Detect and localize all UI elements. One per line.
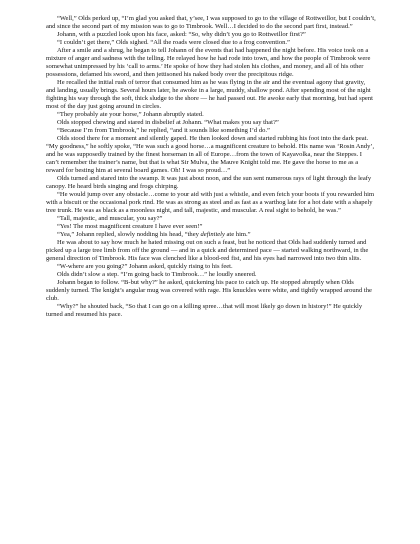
paragraph-12: “Tall, majestic, and muscular, you say?” [57,215,163,222]
paragraph-1: “Well,” Olds perked up, “I’m glad you asked that, y’see, I was supposed to go to the village of Rottweillor, but I couldn’t, and since the second part of my mission was to go to Timbrook. Well…I decided to do the second part first, instead.” [46,15,376,30]
paragraph-14 [46,231,376,239]
paragraph-9: Olds stood there for a moment and silently gaped. He then looked down and started rubbing his foot into the dark peat. “My goodness,” he softly spoke, “He was such a good horse…a magnificent creature to behold. His name was ‘Rosin Andy’, and he was supposedly trained by the finest horseman in all of Europe…from the town of Kayavolka, near the Steppes. I can’t remember the trainer’s name, but that is what Sir Mulva, the Mauve Knight told me. He gave the horse to me as a reward for besting him at several board games. Oh! I was so proud…” [46,135,375,174]
paragraph-17: Olds didn’t slow a step. “I’m going back to Timbrook…” he loudly sneered. [57,271,257,278]
paragraph-14-before: “Yea,” Johann replied, slowly nodding his head, “they [57,231,201,238]
paragraph-16: “W-where are you going?” Johann asked, quickly rising to his feet. [57,263,233,270]
paragraph-10: Olds turned and stared into the swamp. It was just about noon, and the sun sent numerous rays of light through the leafy canopy. He heard birds singing and frogs chirping. [46,175,372,190]
paragraph-3: “I couldn’t get there,” Olds sighed. “All the roads were closed due to a frog convention.” [57,39,290,46]
paragraph-6: “They probably ate your horse,” Johann abruptly stated. [57,111,204,118]
paragraph-19: “Why?” he shouted back, “So that I can go on a killing spree…that will most likely go down in history!” He quickly turned and resumed his pace. [46,303,363,318]
paragraph-8: “Because I’m from Timbrook,” he replied, “and it sounds like something I’d do.” [57,127,270,134]
paragraph-14-after: ate him.” [224,231,251,238]
paragraph-11: “He would jump over any obstacle…come to your aid with just a whistle, and even fetch your boots if you rewarded him with a biscuit or the occasional pork rind. He was as strong as steel and as fast as a warthog late for a hot date with a shapely tree trunk. He was as black as a moonless night, and tall, majestic, and muscular. A real sight to behold, he was.” [46,191,375,214]
paragraph-7: Olds stopped chewing and stared in disbelief at Johann. “What makes you say that?” [57,119,279,126]
paragraph-14-emphasis: definitely [200,231,225,238]
paragraph-18: Johann began to follow. “B-but why?” he asked, quickening his pace to catch up. He stopped abruptly when Olds suddenly turned. The knight’s angular mug was covered with rage. His knuckles were white, and tightly wrapped around the club. [46,279,372,302]
paragraph-2: Johann, with a puzzled look upon his face, asked: “So, why didn’t you go to Rottweillor first?” [57,31,306,38]
paragraph-4: After a smile and a shrug, he began to tell Johann of the events that had happened the night before. His voice took on a mixture of anger and sadness with the telling. He relayed how he had rode into town, and how the people of Timbrook were somewhat unimpressed by his ‘call to arms.’ He spoke of how they had stolen his clothes, and money, and all of his other possessions, defamed his sword, and then jettisoned his naked body over the precipitous ridge. [46,47,371,78]
paragraph-15: He was about to say how much he hated missing out on such a feast, but he noticed that Olds had suddenly turned and picked up a large tree limb from off the ground — and in a quick and determined pace — started walking northward, in the general direction of Timbrook. His face was clenched like a blood-red fist, and his eyes had narrowed into two thin slits. [46,239,369,262]
paragraph-13: “Yes! The most magnificent creature I have ever seen!” [57,223,203,230]
paragraph-5: He recalled the initial rush of terror that consumed him as he was flying in the air and the eventual agony that gravity, and landing, usually brings. Several hours later, he awoke in a large, muddy, shallow pond. After spending most of the night fighting his way through the soft, thick sludge to the shore — he had passed out. He awoke early that morning, but had spent most of the day just going around in circles. [46,79,373,110]
